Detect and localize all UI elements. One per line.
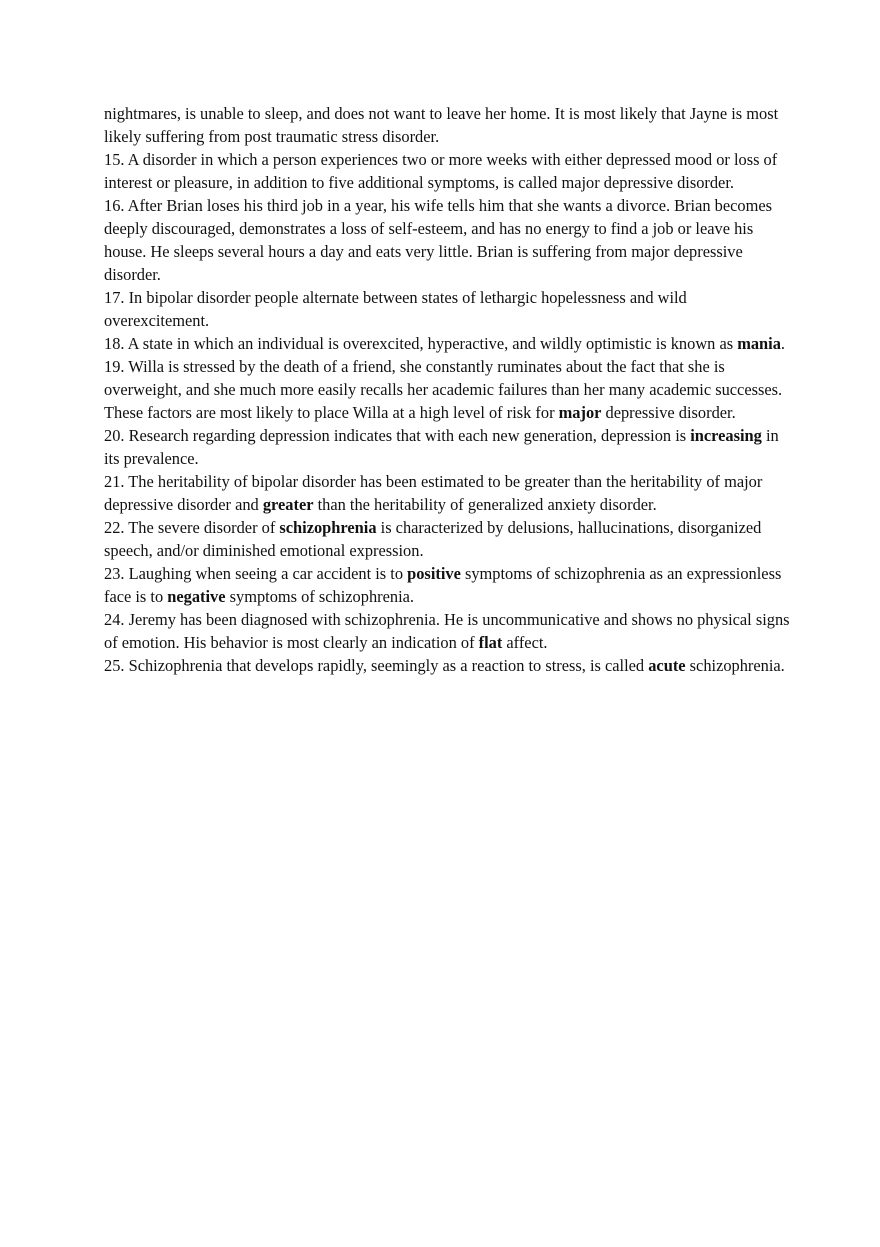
paragraph-text: is characterized by delusions, hallucinations, disorganized speech, and/or diminished emotional expression. bbox=[104, 518, 762, 560]
paragraph-text: 18. A state in which an individual is overexcited, hyperactive, and wildly optimistic is known as bbox=[104, 334, 738, 353]
document-paragraph bbox=[104, 286, 790, 332]
bold-term: increasing bbox=[690, 426, 762, 445]
paragraph-text: 17. In bipolar disorder people alternate between states of lethargic hopelessness and wild overexcitement. bbox=[104, 288, 687, 330]
document-paragraph bbox=[104, 562, 790, 608]
document-paragraph bbox=[104, 332, 790, 355]
paragraph-text: nightmares, is unable to sleep, and does not want to leave her home. It is most likely that Jayne is most likely suffering from post traumatic stress disorder. bbox=[104, 104, 779, 146]
paragraph-text: 24. Jeremy has been diagnosed with schizophrenia. He is uncommunicative and shows no physical signs of emotion. His behavior is most clearly an indication of bbox=[104, 610, 790, 652]
bold-term: major bbox=[558, 403, 602, 422]
paragraph-text: . bbox=[780, 334, 786, 353]
paragraph-text: than the heritability of generalized anxiety disorder. bbox=[313, 495, 657, 514]
paragraph-text: symptoms of schizophrenia. bbox=[225, 587, 414, 606]
paragraph-text: symptoms of schizophrenia as an expressionless face is to bbox=[104, 564, 782, 606]
bold-term: schizophrenia bbox=[279, 518, 377, 537]
document-paragraph bbox=[104, 654, 790, 677]
bold-term: flat bbox=[478, 633, 503, 652]
document-body bbox=[104, 102, 790, 677]
document-paragraph bbox=[104, 516, 790, 562]
bold-term: mania bbox=[737, 334, 781, 353]
paragraph-text: 20. Research regarding depression indicates that with each new generation, depression is bbox=[104, 426, 691, 445]
paragraph-text: affect. bbox=[502, 633, 548, 652]
bold-term: negative bbox=[167, 587, 226, 606]
document-paragraph bbox=[104, 102, 790, 148]
paragraph-text: 25. Schizophrenia that develops rapidly, seemingly as a reaction to stress, is called bbox=[104, 656, 649, 675]
paragraph-text: 15. A disorder in which a person experiences two or more weeks with either depressed mood or loss of interest or pleasure, in addition to five additional symptoms, is called major depressive disorder. bbox=[104, 150, 778, 192]
paragraph-text: 16. After Brian loses his third job in a year, his wife tells him that she wants a divorce. Brian becomes deeply discouraged, demonstrates a loss of self-esteem, and has no energy to find a job or leave his house. He sleeps several hours a day and eats very little. Brian is suffering from major depressive disorder. bbox=[104, 196, 773, 284]
paragraph-text: schizophrenia. bbox=[685, 656, 785, 675]
paragraph-text: 23. Laughing when seeing a car accident is to bbox=[104, 564, 408, 583]
document-paragraph bbox=[104, 355, 790, 424]
document-paragraph bbox=[104, 148, 790, 194]
document-paragraph bbox=[104, 470, 790, 516]
paragraph-text: depressive disorder. bbox=[601, 403, 736, 422]
document-paragraph bbox=[104, 424, 790, 470]
paragraph-text: 19. Willa is stressed by the death of a friend, she constantly ruminates about the fact that she is overweight, and she much more easily recalls her academic failures than her many academic successes. These factors are most likely to place Willa at a high level of risk for bbox=[104, 357, 783, 422]
bold-term: acute bbox=[648, 656, 686, 675]
paragraph-text: 22. The severe disorder of bbox=[104, 518, 280, 537]
document-paragraph bbox=[104, 194, 790, 286]
paragraph-text: in its prevalence. bbox=[104, 426, 779, 468]
bold-term: positive bbox=[407, 564, 461, 583]
document-paragraph bbox=[104, 608, 790, 654]
bold-term: greater bbox=[262, 495, 314, 514]
paragraph-text: 21. The heritability of bipolar disorder has been estimated to be greater than the heritability of major depressive disorder and bbox=[104, 472, 763, 514]
